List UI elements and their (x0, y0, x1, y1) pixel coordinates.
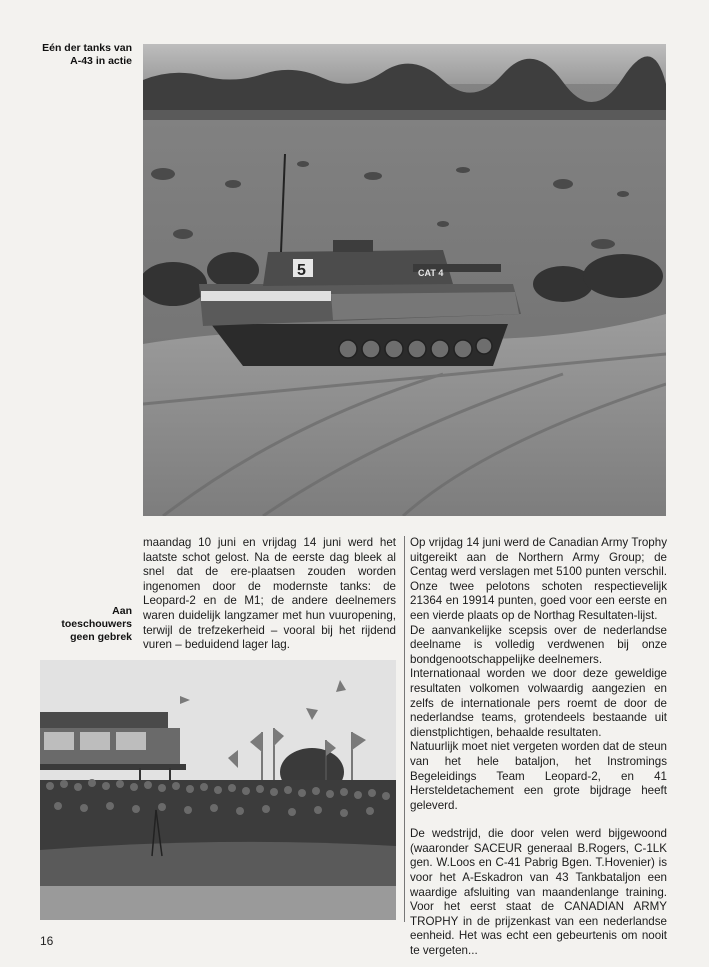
article-paragraph: Internationaal worden we door deze geweldige resultaten volkomen volwaardig aangezien en zelfs de internationale pers roemt de door de nederlandse teams, grotendeels bestaande uit dienstplichtigen, behaalde resultaten. (410, 667, 667, 739)
tank-scene-illustration (143, 44, 666, 516)
article-column-left (143, 536, 396, 653)
spectators-scene-illustration (40, 660, 396, 920)
paragraph-spacer (410, 813, 667, 827)
caption-line: toeschouwers (61, 618, 132, 630)
article-paragraph: De wedstrijd, die door velen werd bijgewoond (waaronder SACEUR generaal B.Rogers, C-1LK gen. W.Loos en C-41 Pabrig Bgen. T.Hovenier) is voor het A-Eskadron van 43 Tankbataljon een waardige afsluiting van maandenlange training. Voor het eerst staat de CANADIAN ARMY TROPHY in de prijzenkast van een nederlandse eenheid. Het was echt een gebeurtenis om nooit te vergeten... (410, 827, 667, 958)
hull-marking: CAT 4 (418, 268, 444, 278)
caption-top-photo (20, 42, 132, 68)
caption-line: Aan (112, 605, 132, 617)
article-paragraph: De aanvankelijke scepsis over de nederlandse deelname is volledig verdwenen bij onze bondgenootschappelijke deelnemers. (410, 623, 667, 666)
page-number: 16 (40, 934, 54, 948)
article-column-right (410, 536, 667, 959)
turret-number: 5 (297, 262, 306, 279)
caption-spectators-photo (20, 605, 132, 644)
article-paragraph: Op vrijdag 14 juni werd de Canadian Army Trophy uitgereikt aan de Northern Army Group; de Centag werd verslagen met 5100 punten verschil. Onze twee pelotons schoten respectievelijk 21364 en 19914 punten, goed voor een eerste en een vierde plaats op de Northag Resultaten-lijst. (410, 536, 667, 622)
tank-photo (143, 44, 666, 516)
caption-line: A-43 in actie (70, 55, 132, 67)
column-divider (404, 536, 405, 922)
article-paragraph: Natuurlijk moet niet vergeten worden dat de steun van het hele bataljon, het Instromings Begeleidings Team Leopard-2, en 41 Hersteldetachement een grote bijdrage heeft geleverd. (410, 740, 667, 812)
article-paragraph: maandag 10 juni en vrijdag 14 juni werd het laatste schot gelost. Na de eerste dag bleek al snel dat de ere-plaatsen zouden worden ingenomen door de modernste tanks: de Leopard-2 en de M1; de andere deelnemers waren duidelijk langzamer met hun vuuropening, terwijl de trefzekerheid – vooral bij het rijdend vuren – beduidend lager lag. (143, 536, 396, 652)
caption-line: Eén der tanks van (42, 42, 132, 54)
spectators-photo (40, 660, 396, 920)
caption-line: geen gebrek (70, 631, 132, 643)
